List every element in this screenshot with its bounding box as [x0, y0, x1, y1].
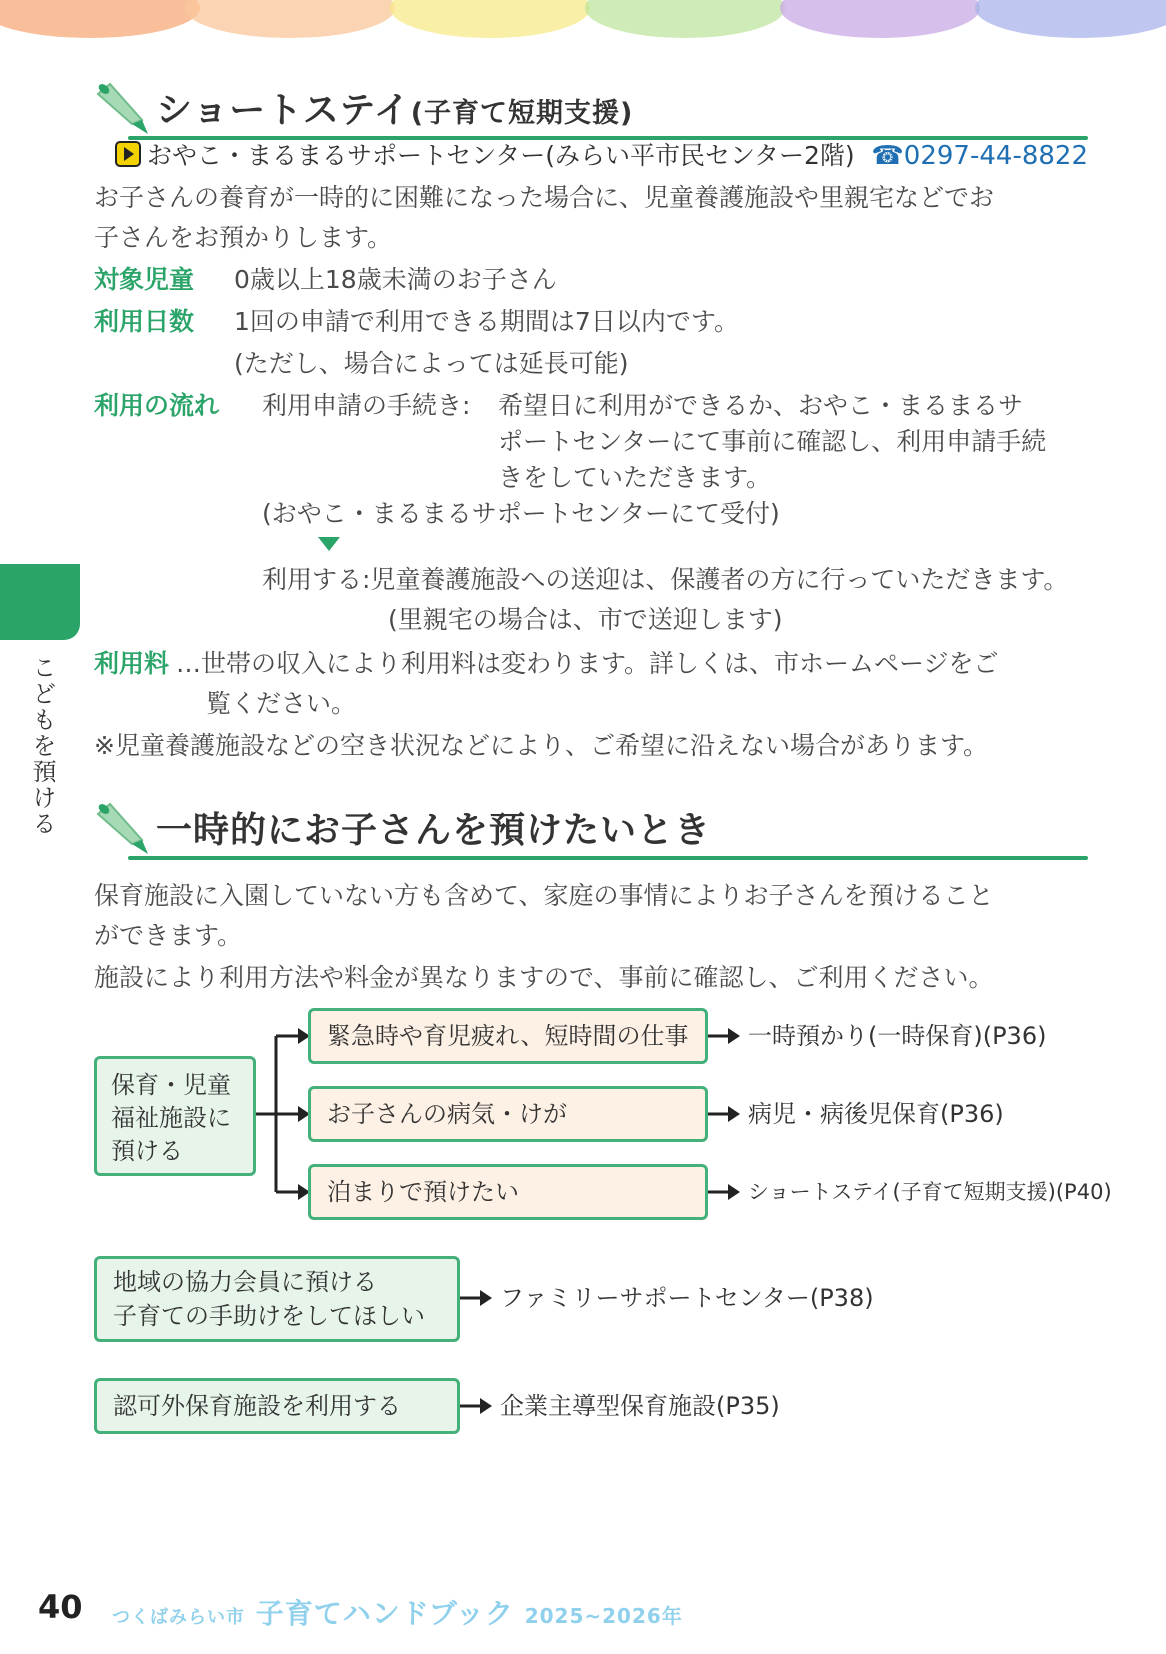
source-box-childcare-facility: 保育・児童 福祉施設に 預ける	[94, 1056, 256, 1176]
section2-intro-2: ができます。	[94, 921, 243, 950]
section-title: ショートステイ(子育て短期支援)	[156, 90, 634, 131]
section2-intro-1: 保育施設に入園していない方も含めて、家庭の事情によりお子さんを預けること	[94, 881, 994, 910]
fee-value-2: 覧ください。	[206, 689, 357, 718]
availability-note: ※児童養護施設などの空き状況などにより、ご希望に沿えない場合があります。	[94, 731, 988, 760]
chapter-label: こどもを預ける	[28, 655, 56, 837]
center-name: おやこ・まるまるサポートセンター(みらい平市民センター2階)	[147, 141, 855, 170]
flow-step2-line-2: (里親宅の場合は、市で送迎します)	[388, 605, 783, 634]
source-box-unlicensed: 認可外保育施設を利用する	[94, 1378, 460, 1434]
days-label: 利用日数	[94, 307, 195, 336]
source-box-family-support: 地域の協力会員に預ける 子育ての手助けをしてほしい	[94, 1256, 460, 1342]
condition-box-emergency: 緊急時や育児疲れ、短時間の仕事	[308, 1008, 708, 1064]
page-number: 40	[38, 1588, 83, 1626]
condition-box-illness: お子さんの病気・けが	[308, 1086, 708, 1142]
section2-intro-3: 施設により利用方法や料金が異なりますので、事前に確認し、ご利用ください。	[94, 963, 994, 992]
result-sick-child-care: 病児・病後児保育(P36)	[748, 1100, 1004, 1128]
days-value-2: (ただし、場合によっては延長可能)	[234, 349, 629, 378]
result-family-support-center: ファミリーサポートセンター(P38)	[500, 1284, 874, 1312]
flow-step2-line-1: 利用する:児童養護施設への送迎は、保護者の方に行っていただきます。	[262, 565, 1069, 594]
condition-box-overnight: 泊まりで預けたい	[308, 1164, 708, 1220]
target-value: 0歳以上18歳未満のお子さん	[234, 265, 557, 294]
result-short-stay: ショートステイ(子育て短期支援)(P40)	[748, 1180, 1112, 1204]
fee-value-1: …世帯の収入により利用料は変わります。詳しくは、市ホームページをご	[176, 649, 999, 678]
phone-number[interactable]: ☎0297-44-8822	[871, 141, 1088, 171]
result-temporary-care: 一時預かり(一時保育)(P36)	[748, 1022, 1047, 1050]
fee-label: 利用料	[94, 649, 170, 678]
intro-line-1: お子さんの養育が一時的に困難になった場合に、児童養護施設や里親宅などでお	[94, 183, 995, 212]
section-title: 一時的にお子さんを預けたいとき	[156, 810, 712, 851]
footer-handbook-title: つくばみらい市 子育てハンドブック 2025~2026年	[112, 1597, 683, 1630]
flow-label: 利用の流れ	[94, 391, 220, 420]
intro-line-2: 子さんをお預かりします。	[94, 223, 393, 252]
flow-step1-note: (おやこ・まるまるサポートセンターにて受付)	[262, 499, 780, 528]
result-corporate-childcare: 企業主導型保育施設(P35)	[500, 1392, 780, 1420]
flow-step1-line-1: 希望日に利用ができるか、おやこ・まるまるサ	[498, 391, 1024, 420]
target-label: 対象児童	[94, 265, 195, 294]
flow-step1-line-2: ポートセンターにて事前に確認し、利用申請手続	[498, 427, 1047, 456]
days-value-1: 1回の申請で利用できる期間は7日以内です。	[234, 307, 739, 336]
flow-step1-line-3: きをしていただきます。	[498, 463, 772, 492]
flow-step1-head: 利用申請の手続き:	[262, 391, 471, 420]
